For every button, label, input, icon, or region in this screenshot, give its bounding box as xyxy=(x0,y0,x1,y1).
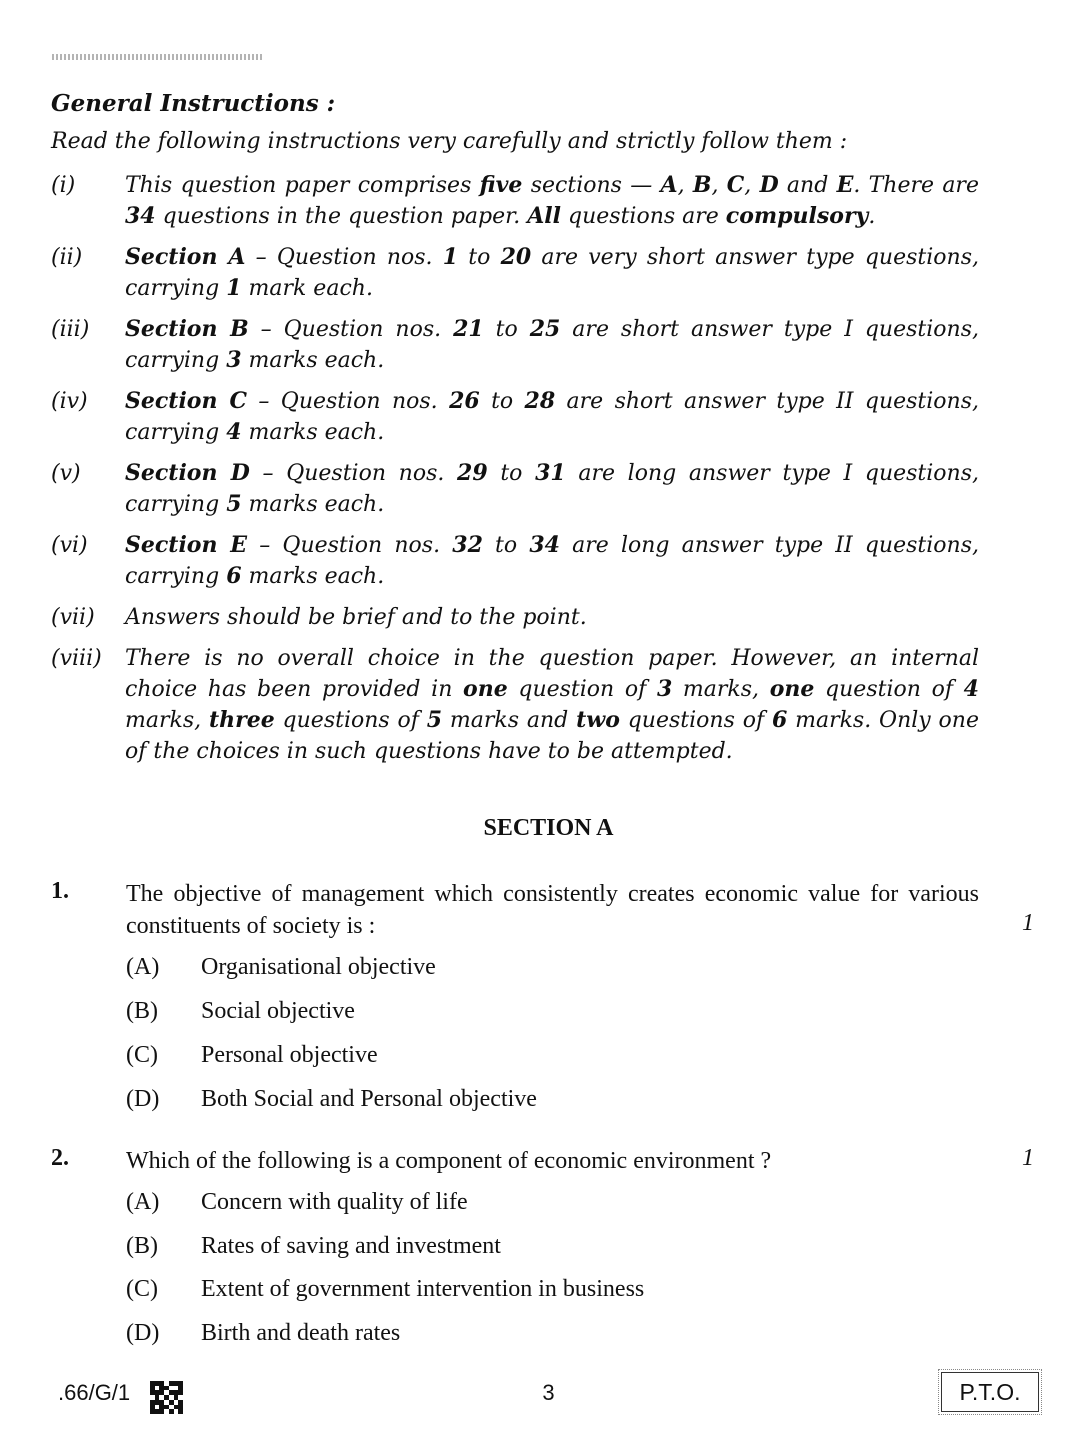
instruction-text: This question paper comprises five sections — A, B, C, D and E. There are 34 questions in the question paper. All questions are compulsory. xyxy=(125,172,979,229)
general-instructions-intro: Read the following instructions very carefully and strictly follow them : xyxy=(51,129,848,154)
instruction-item xyxy=(51,602,979,633)
instruction-number: (ii) xyxy=(51,245,83,270)
option-text: Both Social and Personal objective xyxy=(201,1086,537,1112)
option-text: Concern with quality of life xyxy=(201,1189,468,1215)
question-1 xyxy=(51,878,1037,1118)
option-b xyxy=(126,1233,926,1260)
option-a xyxy=(126,1189,926,1216)
instruction-item xyxy=(51,458,979,520)
option-label: (D) xyxy=(126,1086,160,1112)
option-label: (A) xyxy=(126,954,160,980)
instruction-item xyxy=(51,530,979,592)
pto-box: P.T.O. xyxy=(941,1372,1039,1412)
general-instructions-title: General Instructions : xyxy=(51,90,336,117)
instruction-number: (i) xyxy=(51,173,76,198)
option-text: Personal objective xyxy=(201,1042,378,1068)
option-text: Birth and death rates xyxy=(201,1320,401,1346)
instruction-text: Answers should be brief and to the point. xyxy=(125,605,587,630)
instruction-item xyxy=(51,643,979,767)
option-text: Organisational objective xyxy=(201,954,436,980)
option-label: (C) xyxy=(126,1042,158,1068)
instruction-list xyxy=(51,170,979,777)
instruction-number: (viii) xyxy=(51,646,102,671)
instruction-number: (v) xyxy=(51,461,81,486)
option-d xyxy=(126,1086,926,1113)
option-d xyxy=(126,1320,926,1347)
question-text: The objective of management which consistently creates economic value for various constituents of society is : xyxy=(126,881,979,939)
instruction-text: Section A – Question nos. 1 to 20 are very short answer type questions, carrying 1 mark each. xyxy=(125,244,979,301)
question-number: 2. xyxy=(51,1145,69,1171)
option-label: (C) xyxy=(126,1276,158,1302)
option-text: Extent of government intervention in business xyxy=(201,1276,645,1302)
question-marks: 1 xyxy=(1022,910,1034,936)
option-label: (D) xyxy=(126,1320,160,1346)
instruction-item xyxy=(51,314,979,376)
option-text: Rates of saving and investment xyxy=(201,1233,501,1259)
instruction-item xyxy=(51,242,979,304)
instruction-text: Section B – Question nos. 21 to 25 are short answer type I questions, carrying 3 marks each. xyxy=(125,316,979,373)
instruction-item xyxy=(51,170,979,232)
option-text: Social objective xyxy=(201,998,355,1024)
page-number: 3 xyxy=(542,1380,555,1405)
option-label: (A) xyxy=(126,1189,160,1215)
option-c xyxy=(126,1276,926,1303)
instruction-number: (vi) xyxy=(51,533,88,558)
instruction-text: There is no overall choice in the question paper. However, an internal choice has been provided in one question of 3 marks, one question of 4 marks, three questions of 5 marks and two questions of 6 marks. Only one of the choices in such questions have to be attempted. xyxy=(125,646,979,764)
instruction-text: Section C – Question nos. 26 to 28 are short answer type II questions, carrying 4 marks each. xyxy=(125,388,979,445)
question-text: Which of the following is a component of economic environment ? xyxy=(126,1148,772,1174)
paper-code: .66/G/1 xyxy=(58,1380,131,1405)
option-a xyxy=(126,954,926,981)
security-microline xyxy=(52,54,262,60)
instruction-text: Section D – Question nos. 29 to 31 are long answer type I questions, carrying 5 marks each. xyxy=(125,460,979,517)
instruction-number: (iv) xyxy=(51,389,88,414)
option-b xyxy=(126,998,926,1025)
instruction-text: Section E – Question nos. 32 to 34 are long answer type II questions, carrying 6 marks each. xyxy=(125,532,979,589)
question-marks: 1 xyxy=(1022,1145,1034,1171)
option-c xyxy=(126,1042,926,1069)
instruction-number: (iii) xyxy=(51,317,90,342)
question-number: 1. xyxy=(51,878,69,904)
section-heading: SECTION A xyxy=(483,815,614,841)
option-label: (B) xyxy=(126,1233,158,1259)
instruction-number: (vii) xyxy=(51,605,95,630)
option-label: (B) xyxy=(126,998,158,1024)
instruction-item xyxy=(51,386,979,448)
question-2 xyxy=(51,1145,1037,1355)
